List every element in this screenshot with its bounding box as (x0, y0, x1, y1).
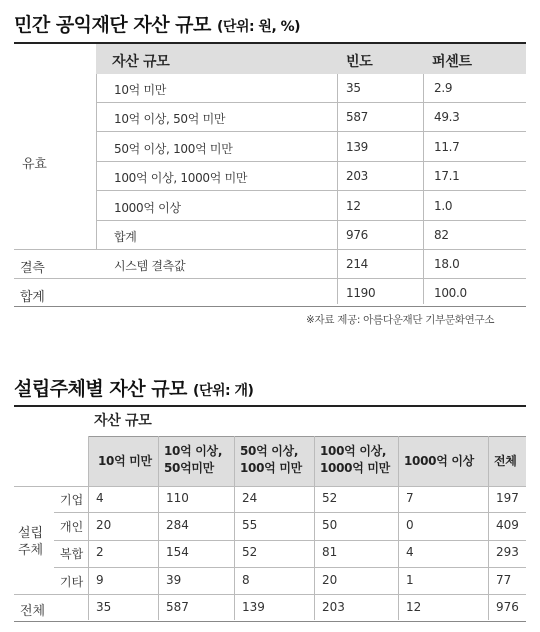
table1-row-divider (14, 249, 526, 250)
table2-title (14, 374, 253, 401)
table2-row-label: 기타 (60, 575, 84, 589)
table1-header-freq: 빈도 (346, 54, 373, 70)
table2-row-label: 기업 (60, 493, 84, 507)
table2-cell: 139 (242, 600, 265, 614)
table1-row-freq: 587 (346, 110, 369, 124)
table2-cell: 81 (322, 545, 338, 559)
table1-row-freq: 139 (346, 140, 369, 154)
table2-col-header: 50억 이상, 100억 미만 (240, 444, 302, 475)
table2-bottom-rule (14, 621, 526, 622)
table1-row-pct: 49.3 (434, 110, 460, 124)
table2-group-label: 설립 (18, 526, 44, 541)
table1-row-freq: 203 (346, 169, 369, 183)
table1-unit: (단위: 원, %) (217, 19, 301, 35)
table2-group-label: 주체 (18, 543, 44, 558)
table2-cell: 110 (166, 491, 189, 505)
table2-cell: 52 (242, 545, 258, 559)
table1-source-note: ※자료 제공: 아름다운재단 기부문화연구소 (306, 314, 495, 326)
table1-row-size: 10억 미만 (114, 83, 167, 97)
table1-row-freq: 976 (346, 228, 369, 242)
table1-row-pct: 1.0 (434, 199, 453, 213)
table1-total-freq: 1190 (346, 286, 376, 300)
table2-cell: 7 (406, 491, 414, 505)
table2-cell: 9 (96, 573, 104, 587)
table2-cell: 52 (322, 491, 338, 505)
table2-cell: 293 (496, 545, 519, 559)
table2-cell: 39 (166, 573, 182, 587)
table2-cell: 197 (496, 491, 519, 505)
table2-row-label: 복합 (60, 547, 84, 561)
table1-header-size: 자산 규모 (112, 54, 170, 70)
table2-col-header: 1000억 이상 (404, 454, 474, 468)
table2-cell: 587 (166, 600, 189, 614)
table1-row-size: 100억 이상, 1000억 미만 (114, 171, 248, 185)
table1-row-size: 합계 (114, 230, 137, 244)
table2-cell: 2 (96, 545, 104, 559)
table2-vline (488, 436, 489, 620)
table2-cell: 20 (322, 573, 338, 587)
table1-row-freq: 12 (346, 199, 361, 213)
table2-vline (88, 436, 89, 620)
table2-cell: 4 (96, 491, 104, 505)
table2-row-label: 개인 (60, 520, 84, 534)
table2-title-text: 설립주체별 자산 규모 (14, 378, 187, 400)
table1-bottom-rule (14, 306, 526, 307)
table1-row-pct: 17.1 (434, 169, 460, 183)
table2-cell: 284 (166, 518, 189, 532)
table1-total-pct: 100.0 (434, 286, 467, 300)
table1-row-divider (96, 220, 526, 221)
table1-title (14, 10, 300, 37)
table2-cell: 50 (322, 518, 338, 532)
table2-cell: 154 (166, 545, 189, 559)
table1-missing-freq: 214 (346, 257, 369, 271)
table1-vline-pct (423, 74, 424, 304)
table2-row-divider (54, 512, 526, 513)
table1-row-pct: 11.7 (434, 140, 460, 154)
table1-vline-freq (337, 74, 338, 304)
table1-row-pct: 2.9 (434, 81, 453, 95)
table2-row-divider (54, 540, 526, 541)
table2-cell: 203 (322, 600, 345, 614)
table1-row-divider (14, 278, 526, 279)
table1-row-pct: 82 (434, 228, 449, 242)
table2-unit: (단위: 개) (193, 383, 254, 399)
table2-vline (398, 436, 399, 620)
table1-row-divider (96, 102, 526, 103)
table2-cell: 0 (406, 518, 414, 532)
table2-cell: 976 (496, 600, 519, 614)
table2-cell: 12 (406, 600, 422, 614)
table2-cell: 1 (406, 573, 414, 587)
table1-row-freq: 35 (346, 81, 361, 95)
table1-row-divider (96, 131, 526, 132)
table2-total-label: 전체 (20, 604, 46, 619)
table1-group-valid: 유효 (22, 157, 47, 172)
table2-cell: 20 (96, 518, 112, 532)
table1-missing-pct: 18.0 (434, 257, 460, 271)
table1-header-pct: 퍼센트 (432, 54, 472, 70)
table2-vline (234, 436, 235, 620)
table2-cell: 409 (496, 518, 519, 532)
table2-row-divider (14, 486, 526, 487)
table1-row-divider (96, 161, 526, 162)
table2-row-divider (54, 567, 526, 568)
table1-row-size: 1000억 이상 (114, 201, 181, 215)
table2-header-top-line (88, 436, 526, 437)
table2-cell: 35 (96, 600, 112, 614)
table2-vline (158, 436, 159, 620)
table2-cell: 24 (242, 491, 258, 505)
table2-col-header: 10억 이상, 50억미만 (164, 444, 223, 475)
table2-col-header: 100억 이상, 1000억 미만 (320, 444, 390, 475)
table2-col-header: 전체 (494, 454, 517, 468)
table1-row-size: 50억 이상, 100억 미만 (114, 142, 233, 156)
table2-vline (314, 436, 315, 620)
table1-missing-size: 시스템 결측값 (114, 259, 186, 273)
table1-group-total: 합계 (20, 290, 45, 305)
table1-row-divider (96, 190, 526, 191)
table1-group-missing: 결측 (20, 261, 45, 276)
table2-cell: 55 (242, 518, 258, 532)
table1-row-size: 10억 이상, 50억 미만 (114, 112, 226, 126)
table1-title-text: 민간 공익재단 자산 규모 (14, 14, 211, 36)
table2-top-header: 자산 규모 (94, 413, 152, 429)
table2-cell: 77 (496, 573, 512, 587)
table2-cell: 8 (242, 573, 250, 587)
table2-col-header: 10억 미만 (98, 454, 152, 468)
table2-cell: 4 (406, 545, 414, 559)
table2-row-divider (14, 594, 526, 595)
table2-top-rule (14, 405, 526, 407)
